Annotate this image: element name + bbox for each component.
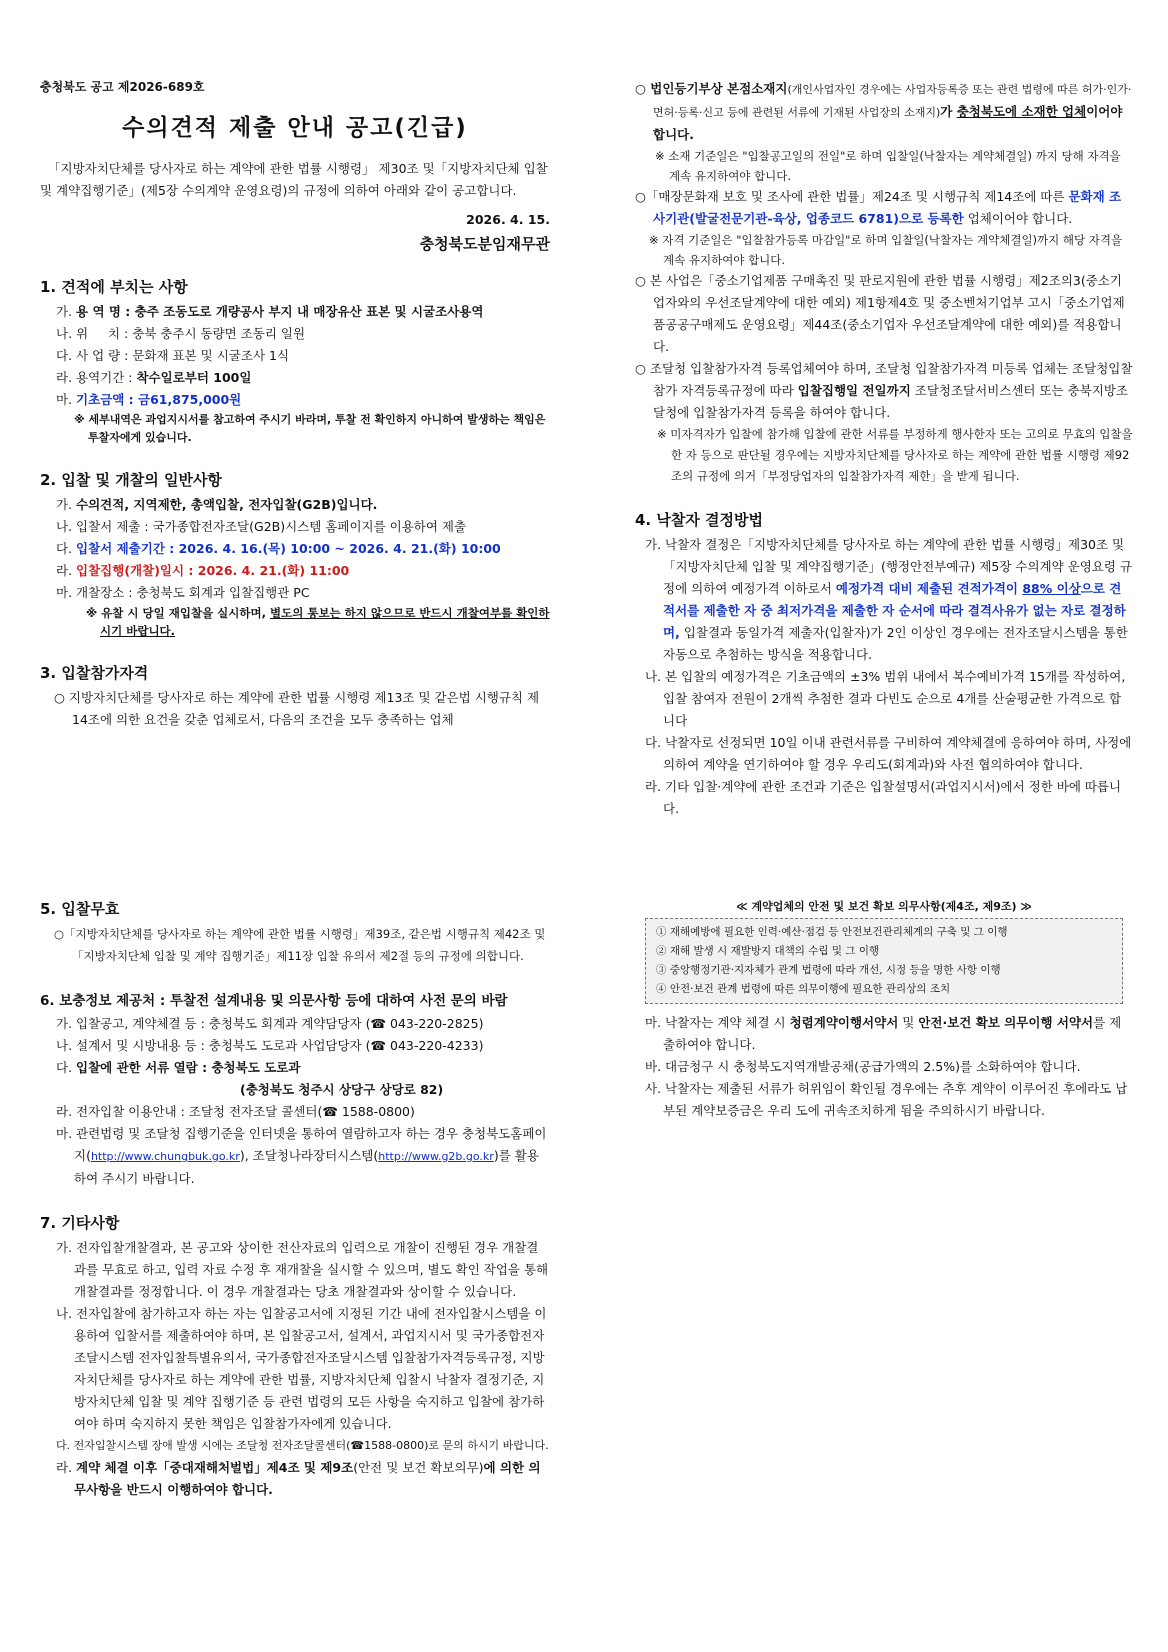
intro-text: 「지방자치단체를 당사자로 하는 계약에 관한 법률 시행령」 제30조 및「지방자치단체 입찰 및 계약집행기준」(제5장 수의계약 운영요령)의 규정에 의하여 아래와 같이 공고합니다. <box>40 161 548 198</box>
safety-duties-box <box>645 918 1123 1004</box>
section-7-title: 7. 기타사항 <box>40 1214 120 1232</box>
right-column-top <box>635 78 1133 820</box>
notice-number: 충청북도 공고 제2026-689호 <box>40 80 205 94</box>
left-column-top <box>40 78 550 731</box>
s2-item-b: 나. 입찰서 제출 : 국가종합전자조달(G2B)시스템 홈페이지를 이용하여 제출 <box>56 519 467 534</box>
s4-item-c: 다. 낙찰자로 선정되면 10일 이내 관련서류를 구비하여 계약체결에 응하여야 하며, 사정에 의하여 계약을 연기하여야 할 경우 우리도(회계과)와 사전 협의하여야 합니다. <box>645 735 1132 772</box>
s8-item-ba: 바. 대금청구 시 충청북도지역개발공채(공급가액의 2.5%)를 소화하여야 합니다. <box>645 1059 1081 1074</box>
s7-item-c: 다. 전자입찰시스템 장애 발생 시에는 조달청 전자조달콜센터(☎1588-0800)로 문의 하시기 바랍니다. <box>56 1439 549 1452</box>
s1-item-b: 나. 위 치 : 충북 충주시 동량면 조동리 일원 <box>56 326 306 341</box>
section-4-title: 4. 낙찰자 결정방법 <box>635 511 764 529</box>
s4-item-b: 나. 본 입찰의 예정가격은 기초금액의 ±3% 범위 내에서 복수예비가격 15개를 작성하여, 입찰 참여자 전원이 2개씩 추첨한 결과 다빈도 순으로 4개를 산술평균한 가격으로 합니다 <box>645 669 1126 728</box>
s6-item-e: 마. 관련법령 및 조달청 집행기준을 인터넷을 통하여 열람하고자 하는 경우 충청북도홈페이지(http://www.chungbuk.go.kr), 조달청나라장터시스템(http://www.g2b.go.kr)를 활용하여 주시기 바랍니다. <box>56 1126 547 1186</box>
page-title: 수의견적 제출 안내 공고(긴급) <box>122 115 468 141</box>
safety-item-4: ④ 안전·보건 관계 법령에 따른 의무이행에 필요한 관리상의 조치 <box>656 983 951 995</box>
section-6-title: 6. 보충정보 제공처 : 투찰전 설계내용 및 의문사항 등에 대하여 사전 문의 바람 <box>40 993 508 1009</box>
s6-item-c: 다. 입찰에 관한 서류 열람 : 충청북도 도로과 <box>56 1060 301 1075</box>
s4-item-a: 가. 낙찰자 결정은「지방자치단체를 당사자로 하는 계약에 관한 법률 시행령」제30조 및「지방자치단체 입찰 및 계약집행기준」(행정안전부예규) 제5장 수의계약 운영요령 규정에 의하여 예정가격 이하로서 예정가격 대비 제출된 견적가격이 88% 이상으로 견적서를 제출한 자 중 최저가격을 제출한 자 순서에 따라 결격사유가 없는 자로 결정하며, 입찰결과 동일가격 제출자(입찰자)가 2인 이상인 경우에는 전자조달시스템을 통한 자동으로 추첨하는 방식을 적용합니다. <box>645 537 1132 662</box>
s5-condition-1: ○「지방자치단체를 당사자로 하는 계약에 관한 법률 시행령」제39조, 같은법 시행규칙 제42조 및「지방자치단체 입찰 및 계약 집행기준」제11장 입찰 유의서 제2절 등의 규정에 의합니다. <box>54 927 546 963</box>
s6-item-c-address: (충청북도 청주시 상당구 상당로 82) <box>240 1082 444 1097</box>
right-column-bottom <box>635 898 1133 1122</box>
s6-item-b: 나. 설계서 및 시방내용 등 : 충청북도 도로과 사업담당자 (☎ 043-220-4233) <box>56 1038 484 1053</box>
safety-item-2: ② 재해 발생 시 재발방지 대책의 수립 및 그 이행 <box>656 945 880 957</box>
s2-note: ※ 유찰 시 당일 재입찰을 실시하며, 별도의 통보는 하지 않으므로 반드시 개찰여부를 확인하시기 바랍니다. <box>86 606 550 638</box>
s3-condition-1: ○ 지방자치단체를 당사자로 하는 계약에 관한 법률 시행령 제13조 및 같은법 시행규칙 제14조에 의한 요건을 갖춘 업체로서, 다음의 조건을 모두 충족하는 업체 <box>54 690 540 727</box>
issuing-organization: 충청북도분임재무관 <box>419 235 550 253</box>
safety-box-title: ≪ 계약업체의 안전 및 보건 확보 의무사항(제4조, 제9조) ≫ <box>736 900 1032 913</box>
s2-item-d: 라. 입찰집행(개찰)일시 : 2026. 4. 21.(화) 11:00 <box>56 563 350 578</box>
safety-item-3: ③ 중앙행정기관·지자체가 관계 법령에 따라 개선, 시정 등을 명한 사항 이행 <box>656 964 1001 976</box>
s4-item-d: 라. 기타 입찰·계약에 관한 조건과 기준은 입찰설명서(과업지시서)에서 정한 바에 따릅니다. <box>645 779 1122 816</box>
s3-condition-5: ○ 조달청 입찰참가자격 등록업체여야 하며, 조달청 입찰참가자격 미등록 업체는 조달청입찰참가 자격등록규정에 따라 입찰집행일 전일까지 조달청조달서비스센터 또는 충북지방조달청에 입찰참가자격 등록을 하여야 합니다. <box>635 361 1133 420</box>
s1-item-d: 라. 용역기간 : 착수일로부터 100일 <box>56 370 252 385</box>
s1-note: ※ 세부내역은 과업지시서를 참고하여 주시기 바라며, 투찰 전 확인하지 아니하여 발생하는 책임은 투찰자에게 있습니다. <box>74 413 546 444</box>
s8-item-ma: 마. 낙찰자는 계약 체결 시 청렴계약이행서약서 및 안전·보건 확보 의무이행 서약서를 제출하여야 합니다. <box>645 1015 1122 1052</box>
s6-item-d: 라. 전자입찰 이용안내 : 조달청 전자조달 콜센터(☎ 1588-0800) <box>56 1104 415 1119</box>
s2-item-a: 가. 수의견적, 지역제한, 총액입찰, 전자입찰(G2B)입니다. <box>56 497 378 512</box>
section-1-title: 1. 견적에 부치는 사항 <box>40 278 188 296</box>
s2-item-e: 마. 개찰장소 : 충청북도 회계과 입찰집행관 PC <box>56 585 310 600</box>
section-5-title: 5. 입찰무효 <box>40 900 120 918</box>
g2b-link[interactable]: http://www.g2b.go.kr <box>378 1150 494 1163</box>
s3-condition-2: ○ 법인등기부상 본점소재지(개인사업자인 경우에는 사업자등록증 또는 관련 법령에 따른 허가·인가·면허·등록·신고 등에 관련된 서류에 기재된 사업장의 소재지)가 충청북도에 소재한 업체이어야 합니다. <box>635 81 1132 142</box>
s1-item-a: 가. 용 역 명 : 충주 조동도로 개량공사 부지 내 매장유산 표본 및 시굴조사용역 <box>56 304 484 319</box>
safety-item-1: ① 재해예방에 필요한 인력·예산·점검 등 안전보건관리체계의 구축 및 그 이행 <box>656 926 1008 938</box>
section-2-title: 2. 입찰 및 개찰의 일반사항 <box>40 471 222 489</box>
s3-condition-4: ○ 본 사업은「중소기업제품 구매촉진 및 판로지원에 관한 법률 시행령」제2조의3(중소기업자와의 우선조달계약에 대한 예외) 제1항제4호 및 중소벤처기업부 고시「중소기업제품공공구매제도 운영요령」제44조(중소기업자 우선조달계약에 대한 예외)를 적용합니다. <box>635 273 1125 354</box>
s3-note-2: ※ 소재 기준일은 "입찰공고일의 전일"로 하며 입찰일(낙찰자는 계약체결일) 까지 당해 자격을 계속 유지하여야 합니다. <box>655 149 1121 183</box>
left-column-bottom <box>40 898 550 1501</box>
section-3-title: 3. 입찰참가자격 <box>40 664 149 682</box>
s8-item-sa: 사. 낙찰자는 제출된 서류가 허위임이 확인될 경우에는 추후 계약이 이루어진 후에라도 납부된 계약보증금은 우리 도에 귀속조치하게 됨을 주의하시기 바랍니다. <box>645 1081 1128 1118</box>
s1-item-c: 다. 사 업 량 : 문화재 표본 및 시굴조사 1식 <box>56 348 290 363</box>
chungbuk-homepage-link[interactable]: http://www.chungbuk.go.kr <box>90 1150 240 1163</box>
s3-note-3: ※ 자격 기준일은 "입찰참가등록 마감일"로 하며 입찰일(낙찰자는 계약체결일)까지 해당 자격을 계속 유지하여야 합니다. <box>649 233 1123 267</box>
s3-condition-3: ○「매장문화재 보호 및 조사에 관한 법률」제24조 및 시행규칙 제14조에 따른 문화재 조사기관(발굴전문기관-육상, 업종코드 6781)으로 등록한 업체이어야 합니다. <box>635 189 1122 226</box>
s2-item-c: 다. 입찰서 제출기간 : 2026. 4. 16.(목) 10:00 ~ 2026. 4. 21.(화) 10:00 <box>56 541 501 556</box>
s7-item-d: 라. 계약 체결 이후「중대재해처벌법」제4조 및 제9조(안전 및 보건 확보의무)에 의한 의무사항을 반드시 이행하여야 합니다. <box>56 1460 541 1497</box>
s6-item-a: 가. 입찰공고, 계약체결 등 : 충청북도 회계과 계약담당자 (☎ 043-220-2825) <box>56 1016 484 1031</box>
notice-date: 2026. 4. 15. <box>466 212 550 227</box>
s7-item-a: 가. 전자입찰개찰결과, 본 공고와 상이한 전산자료의 입력으로 개찰이 진행된 경우 개찰결과를 무효로 하고, 입력 자료 수정 후 재개찰을 실시할 수 있으며, 별도 확인 작업을 통해 개찰결과를 정정합니다. 이 경우 개찰결과는 당초 개찰결과와 상이할 수 있습니다. <box>56 1240 549 1299</box>
s1-item-e: 마. 기초금액 : 금61,875,000원 <box>56 392 242 407</box>
s7-item-b: 나. 전자입찰에 참가하고자 하는 자는 입찰공고서에 지정된 기간 내에 전자입찰시스템을 이용하여 입찰서를 제출하여야 하며, 본 입찰공고서, 설계서, 과업지시서 및 국가종합전자조달시스템 전자입찰특별유의서, 국가종합전자조달시스템 입찰참가자격등록규정, 지방자치단체를 당사자로 하는 계약에 관한 법률, 지방자치단체 입찰시 낙찰자 결정기준, 지방자치단체 입찰 및 계약 집행기준 등 관련 법령의 모든 사항을 숙지하고 입찰에 참가하여야 하며 숙지하지 못한 책임은 입찰참가자에게 있습니다. <box>56 1306 547 1431</box>
s3-note-5: ※ 미자격자가 입찰에 참가해 입찰에 관한 서류를 부정하게 행사한자 또는 고의로 무효의 입찰을 한 자 등으로 판단될 경우에는 지방자치단체를 당사자로 하는 계약에 관한 법률 시행령 제92조의 규정에 의거「부정당업자의 입찰참가자격 제한」을 받게 됩니다. <box>657 427 1133 483</box>
